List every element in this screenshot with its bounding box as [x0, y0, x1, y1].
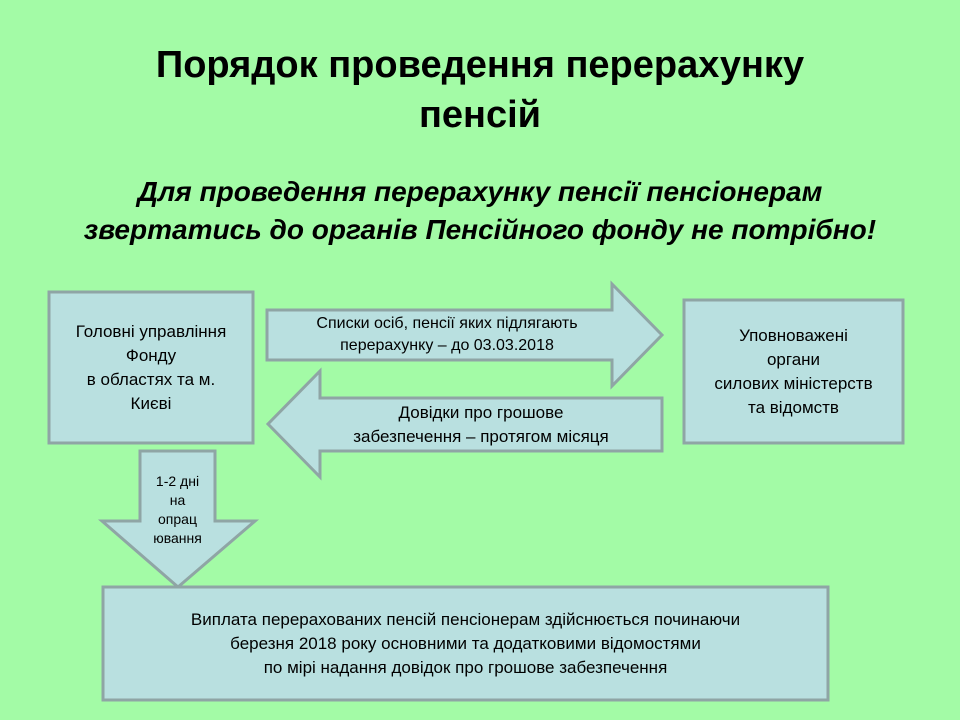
subtitle: Для проведення перерахунку пенсії пенсіонерам звертатись до органів Пенсійного фонду не потрібно! — [83, 176, 877, 245]
left-box-text: Головні управління Фонду в областях та м. Києві — [75, 321, 227, 413]
right-box-text: Уповноважені органи силових міністерств та відомств — [714, 325, 873, 417]
arrow-right-text: Списки осіб, пенсії яких підлягають перерахунку – до 03.03.2018 — [316, 315, 578, 354]
bottom-box-text: Виплата перерахованих пенсій пенсіонерам здійснюється починаючи березня 2018 року основними та додатковими відомостями по мірі надання довідок про грошове забезпечення — [190, 609, 741, 677]
page-title: Порядок проведення перерахунку пенсій — [155, 44, 805, 136]
arrow-left-text: Довідки про грошове забезпечення – протягом місяця — [353, 402, 609, 446]
arrow-down-text: 1-2 дні на опрац ювання — [153, 473, 202, 546]
